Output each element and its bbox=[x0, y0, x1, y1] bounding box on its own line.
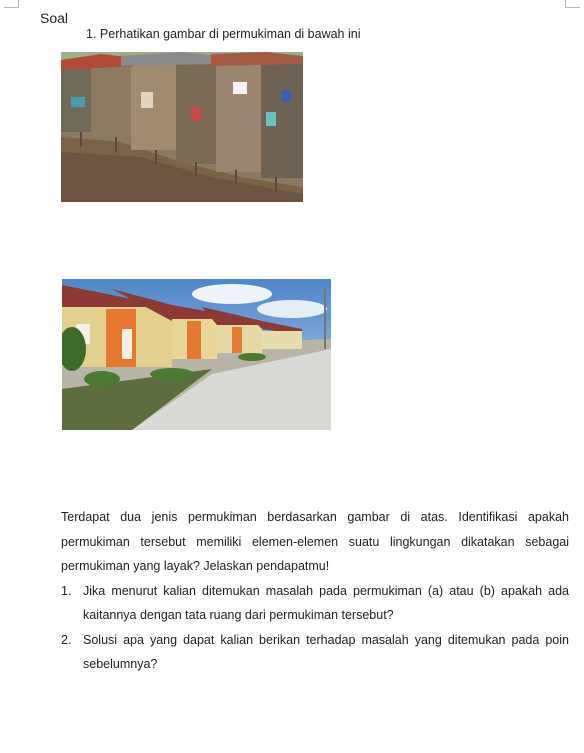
list-item-text: Jika menurut kalian ditemukan masalah pada permukiman (a) atau (b) apakah ada kaitannya dengan tata ruang dari permukiman tersebut? bbox=[83, 583, 569, 622]
question-number: 1. bbox=[86, 27, 97, 41]
page-title: Soal bbox=[40, 10, 69, 26]
list-item-text: Solusi apa yang dapat kalian berikan terhadap masalah yang ditemukan pada poin sebelumnya? bbox=[83, 632, 569, 671]
question-prompt bbox=[86, 27, 360, 41]
list-item-number: 1. bbox=[61, 583, 72, 598]
question-body bbox=[61, 505, 569, 677]
page-corner-mark-right bbox=[565, 0, 580, 8]
list-item bbox=[61, 628, 569, 677]
question-text: Perhatikan gambar di permukiman di bawah ini bbox=[99, 27, 361, 41]
page-corner-mark-left bbox=[4, 0, 19, 8]
intro-paragraph: Terdapat dua jenis permukiman berdasarkan gambar di atas. Identifikasi apakah permukiman tersebut memiliki elemen-elemen suatu lingkungan dikatakan sebagai permukiman yang layak? Jelaskan pendapatmu! bbox=[61, 510, 569, 573]
slum-riverside-settlement-photo bbox=[61, 52, 303, 202]
sub-question-list bbox=[61, 579, 569, 677]
list-item bbox=[61, 579, 569, 628]
orderly-housing-complex-photo bbox=[62, 279, 331, 430]
list-item-number: 2. bbox=[61, 632, 72, 647]
